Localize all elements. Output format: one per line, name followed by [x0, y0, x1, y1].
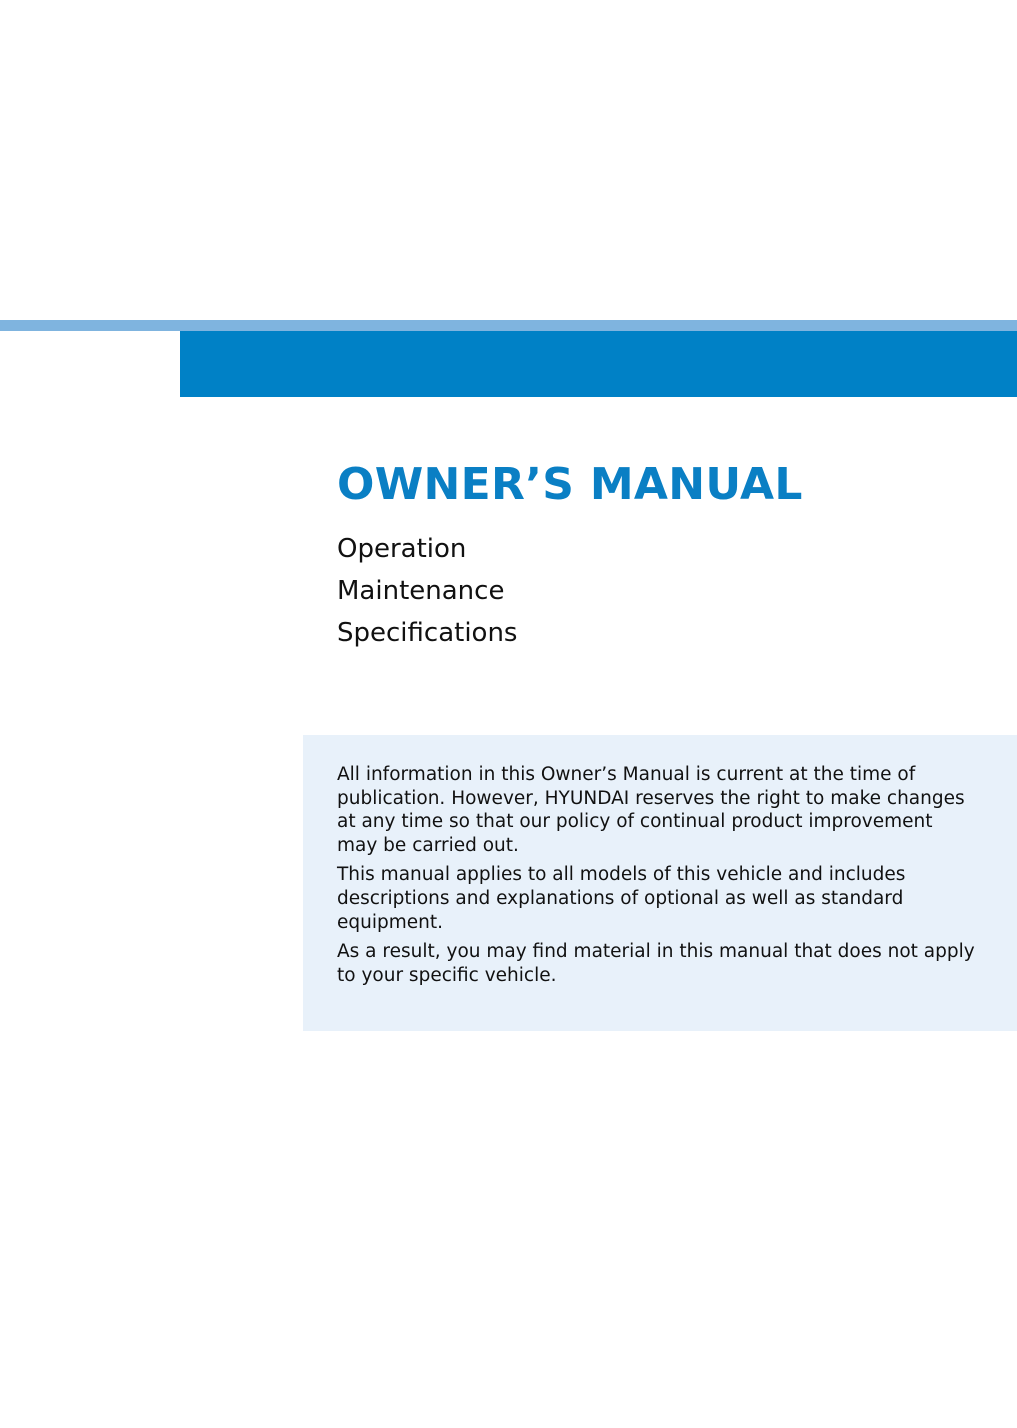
header-stripe-light — [0, 320, 1017, 331]
section-item-maintenance: Maintenance — [337, 576, 505, 606]
notice-paragraph-currency: All information in this Owner’s Manual is current at the time of publication. However, HYUNDAI reserves the right to make changes at any time so that our policy of continual product improvement may be carried out. — [337, 764, 965, 856]
section-list — [337, 528, 997, 654]
manual-title: OWNER’S MANUAL — [337, 459, 803, 510]
section-item-specifications: Specifications — [337, 618, 518, 648]
notice-paragraph-applicability: As a result, you may find material in this manual that does not apply to your specific vehicle. — [337, 941, 975, 986]
notice-paragraph-scope: This manual applies to all models of this vehicle and includes descriptions and explanations of optional as well as standard equipment. — [337, 864, 906, 933]
header-band-dark — [180, 331, 1017, 397]
notice-box — [303, 735, 1017, 1031]
title-block — [337, 456, 997, 654]
section-item-operation: Operation — [337, 534, 467, 564]
